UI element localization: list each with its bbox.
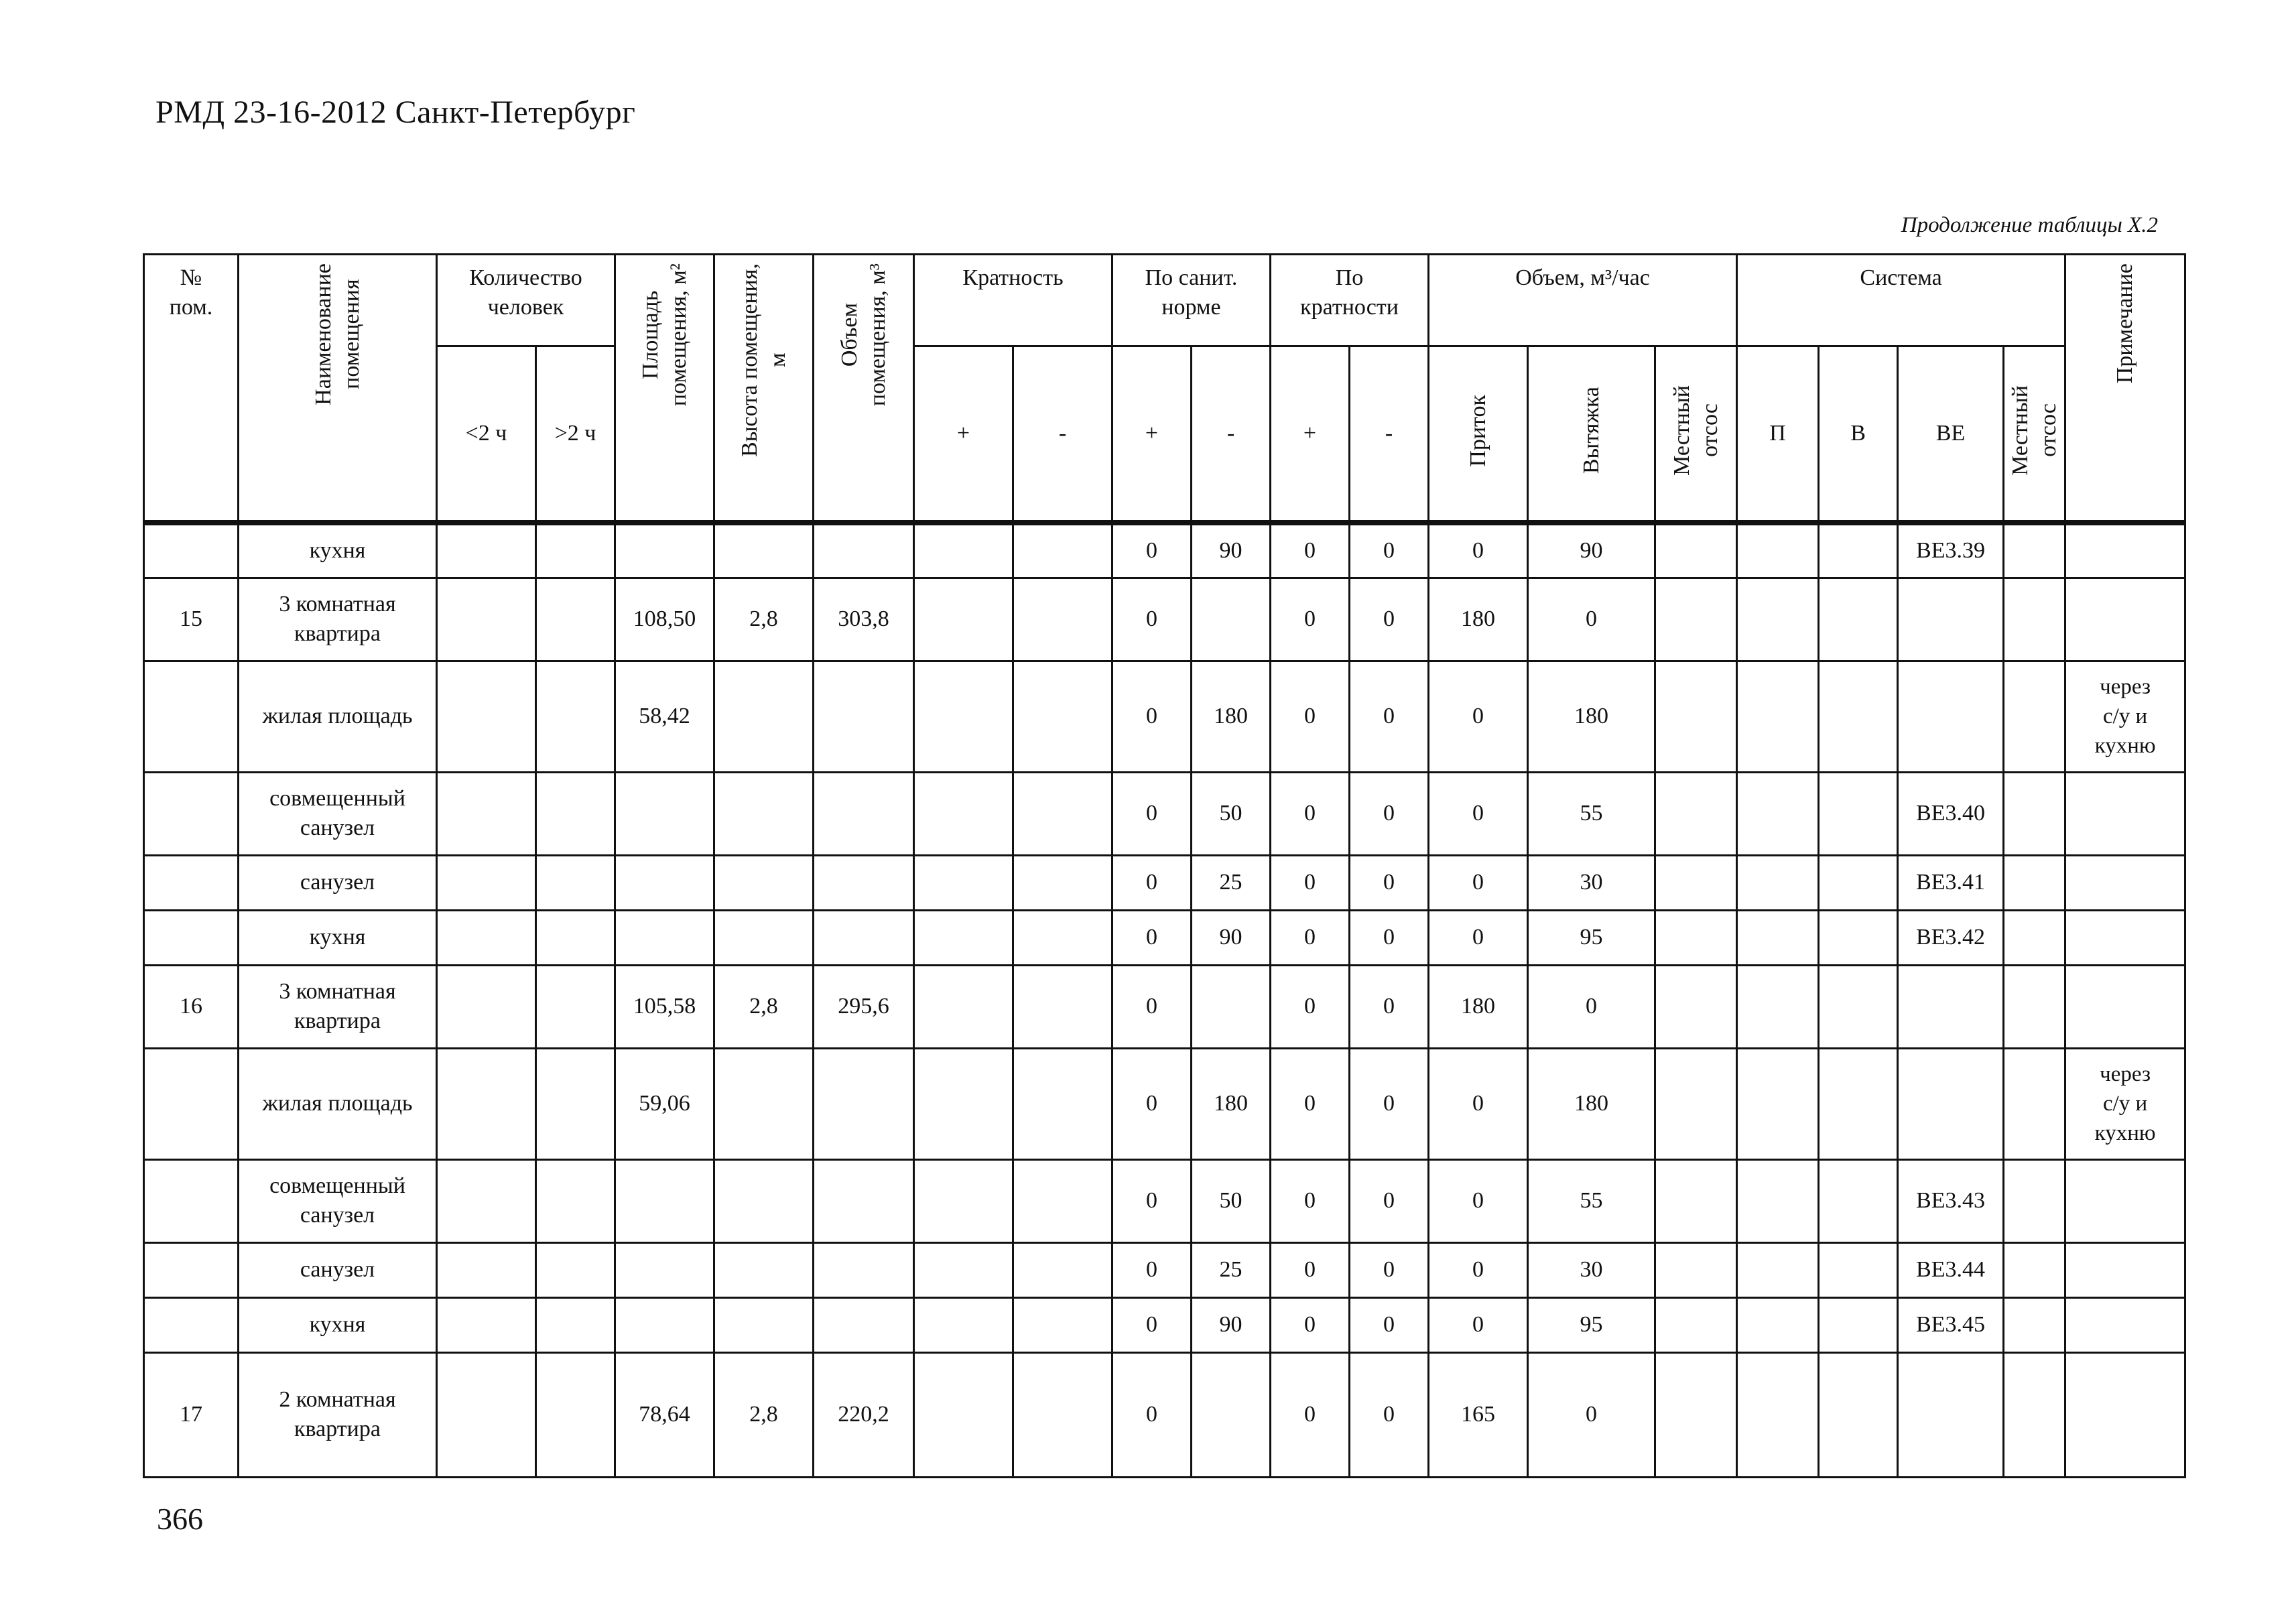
cell-kr_m: [1013, 1048, 1112, 1159]
cell-p: [1737, 661, 1819, 772]
cell-vyt: 180: [1528, 661, 1655, 772]
cell-gt2: [536, 578, 615, 661]
cell-lt2: [437, 772, 536, 855]
cell-height: [714, 523, 814, 578]
cell-kp: 0: [1271, 523, 1350, 578]
col-header-vytyazhka: Вытяжка: [1528, 346, 1655, 523]
cell-v: [1819, 1297, 1898, 1352]
cell-kp: 0: [1271, 1352, 1350, 1477]
cell-pritok: 0: [1429, 910, 1528, 965]
cell-pritok: 0: [1429, 523, 1528, 578]
cell-vyt: 0: [1528, 965, 1655, 1048]
cell-kr_m: [1013, 965, 1112, 1048]
cell-volume: [814, 1297, 914, 1352]
cell-mest2: [2004, 965, 2065, 1048]
cell-sm: 90: [1192, 523, 1271, 578]
cell-num: [144, 1159, 239, 1242]
cell-name: санузел: [239, 1242, 437, 1297]
cell-vyt: 30: [1528, 855, 1655, 910]
cell-sp: 0: [1112, 1242, 1192, 1297]
cell-km: 0: [1350, 1242, 1429, 1297]
cell-sm: [1192, 965, 1271, 1048]
cell-volume: [814, 910, 914, 965]
cell-volume: 295,6: [814, 965, 914, 1048]
cell-kp: 0: [1271, 1159, 1350, 1242]
cell-p: [1737, 910, 1819, 965]
cell-vyt: 0: [1528, 578, 1655, 661]
cell-height: 2,8: [714, 1352, 814, 1477]
cell-vyt: 90: [1528, 523, 1655, 578]
cell-mest2: [2004, 1159, 2065, 1242]
cell-ve: ВЕ3.40: [1898, 772, 2004, 855]
cell-kp: 0: [1271, 661, 1350, 772]
ventilation-table: [143, 253, 2186, 1478]
cell-vyt: 95: [1528, 910, 1655, 965]
cell-kr_p: [914, 1048, 1013, 1159]
cell-lt2: [437, 1352, 536, 1477]
cell-kr_m: [1013, 1297, 1112, 1352]
col-header-lt2: <2 ч: [437, 346, 536, 523]
col-header-mestny2: Местный отсос: [2004, 346, 2065, 523]
cell-gt2: [536, 1159, 615, 1242]
cell-v: [1819, 1159, 1898, 1242]
cell-pritok: 0: [1429, 661, 1528, 772]
cell-height: [714, 661, 814, 772]
cell-sp: 0: [1112, 1352, 1192, 1477]
cell-kr_p: [914, 772, 1013, 855]
cell-ve: ВЕ3.43: [1898, 1159, 2004, 1242]
cell-note: [2065, 1297, 2185, 1352]
cell-ve: [1898, 661, 2004, 772]
cell-gt2: [536, 772, 615, 855]
cell-gt2: [536, 1352, 615, 1477]
cell-km: 0: [1350, 1352, 1429, 1477]
cell-p: [1737, 523, 1819, 578]
cell-ve: [1898, 1048, 2004, 1159]
cell-num: [144, 523, 239, 578]
cell-pritok: 180: [1429, 578, 1528, 661]
cell-area: 58,42: [615, 661, 714, 772]
cell-num: 16: [144, 965, 239, 1048]
cell-gt2: [536, 910, 615, 965]
col-header-p: П: [1737, 346, 1819, 523]
cell-sp: 0: [1112, 578, 1192, 661]
cell-kr_m: [1013, 578, 1112, 661]
cell-sp: 0: [1112, 965, 1192, 1048]
cell-sm: 180: [1192, 1048, 1271, 1159]
cell-volume: [814, 855, 914, 910]
cell-mest2: [2004, 910, 2065, 965]
cell-mest: [1655, 661, 1737, 772]
cell-p: [1737, 1352, 1819, 1477]
cell-vyt: 30: [1528, 1242, 1655, 1297]
cell-v: [1819, 523, 1898, 578]
col-header-v: В: [1819, 346, 1898, 523]
cell-sp: 0: [1112, 661, 1192, 772]
cell-lt2: [437, 578, 536, 661]
cell-name: кухня: [239, 1297, 437, 1352]
cell-name: жилая площадь: [239, 1048, 437, 1159]
cell-kr_m: [1013, 1352, 1112, 1477]
cell-kp: 0: [1271, 965, 1350, 1048]
cell-volume: [814, 661, 914, 772]
cell-km: 0: [1350, 1048, 1429, 1159]
cell-name: санузел: [239, 855, 437, 910]
cell-lt2: [437, 1297, 536, 1352]
cell-km: 0: [1350, 772, 1429, 855]
cell-v: [1819, 855, 1898, 910]
cell-lt2: [437, 661, 536, 772]
cell-note: [2065, 1159, 2185, 1242]
cell-name: 3 комнатная квартира: [239, 965, 437, 1048]
cell-num: [144, 1048, 239, 1159]
cell-gt2: [536, 965, 615, 1048]
cell-sm: [1192, 578, 1271, 661]
cell-mest: [1655, 965, 1737, 1048]
cell-km: 0: [1350, 523, 1429, 578]
cell-kr_m: [1013, 772, 1112, 855]
cell-kr_p: [914, 578, 1013, 661]
cell-sm: 25: [1192, 855, 1271, 910]
cell-ve: ВЕ3.44: [1898, 1242, 2004, 1297]
cell-vyt: 55: [1528, 772, 1655, 855]
cell-note: [2065, 965, 2185, 1048]
cell-km: 0: [1350, 661, 1429, 772]
cell-name: 2 комнатная квартира: [239, 1352, 437, 1477]
cell-height: [714, 910, 814, 965]
cell-lt2: [437, 910, 536, 965]
table-row: [144, 910, 2185, 965]
cell-name: кухня: [239, 523, 437, 578]
col-header-krat-minus: -: [1013, 346, 1112, 523]
cell-p: [1737, 1159, 1819, 1242]
cell-kr_p: [914, 1352, 1013, 1477]
cell-p: [1737, 855, 1819, 910]
cell-mest: [1655, 772, 1737, 855]
cell-lt2: [437, 1159, 536, 1242]
cell-p: [1737, 1048, 1819, 1159]
cell-sp: 0: [1112, 910, 1192, 965]
cell-note: [2065, 1352, 2185, 1477]
cell-gt2: [536, 1297, 615, 1352]
col-header-sanit-minus: -: [1192, 346, 1271, 523]
cell-vyt: 95: [1528, 1297, 1655, 1352]
col-header-pritok: Приток: [1429, 346, 1528, 523]
cell-pritok: 0: [1429, 1242, 1528, 1297]
cell-kr_p: [914, 661, 1013, 772]
col-header-people: Количество человек: [437, 255, 615, 346]
col-header-kratnost: Кратность: [914, 255, 1112, 346]
cell-v: [1819, 661, 1898, 772]
cell-km: 0: [1350, 1297, 1429, 1352]
cell-name: 3 комнатная квартира: [239, 578, 437, 661]
cell-name: совмещенный санузел: [239, 772, 437, 855]
cell-mest2: [2004, 1242, 2065, 1297]
document-title: РМД 23-16-2012 Санкт-Петербург: [155, 94, 636, 130]
cell-area: 108,50: [615, 578, 714, 661]
cell-volume: [814, 772, 914, 855]
cell-kr_m: [1013, 855, 1112, 910]
cell-sm: 25: [1192, 1242, 1271, 1297]
cell-kr_m: [1013, 661, 1112, 772]
cell-pritok: 165: [1429, 1352, 1528, 1477]
cell-mest: [1655, 523, 1737, 578]
cell-kr_p: [914, 965, 1013, 1048]
cell-volume: [814, 1242, 914, 1297]
cell-kr_p: [914, 523, 1013, 578]
cell-sp: 0: [1112, 1048, 1192, 1159]
cell-vyt: 0: [1528, 1352, 1655, 1477]
cell-num: [144, 1242, 239, 1297]
cell-num: 15: [144, 578, 239, 661]
cell-kr_m: [1013, 910, 1112, 965]
table-row: [144, 772, 2185, 855]
cell-sp: 0: [1112, 772, 1192, 855]
col-header-gt2: >2 ч: [536, 346, 615, 523]
cell-lt2: [437, 855, 536, 910]
cell-name: совмещенный санузел: [239, 1159, 437, 1242]
table-row: [144, 1297, 2185, 1352]
cell-mest2: [2004, 1352, 2065, 1477]
cell-ve: ВЕ3.41: [1898, 855, 2004, 910]
cell-num: [144, 910, 239, 965]
col-header-obem: Объем, м³/час: [1429, 255, 1737, 346]
cell-ve: ВЕ3.42: [1898, 910, 2004, 965]
col-header-krat-plus: +: [914, 346, 1013, 523]
cell-v: [1819, 578, 1898, 661]
cell-height: 2,8: [714, 965, 814, 1048]
cell-kr_m: [1013, 1242, 1112, 1297]
cell-sp: 0: [1112, 523, 1192, 578]
cell-km: 0: [1350, 578, 1429, 661]
cell-v: [1819, 965, 1898, 1048]
cell-area: [615, 910, 714, 965]
cell-sm: 90: [1192, 910, 1271, 965]
cell-gt2: [536, 1242, 615, 1297]
col-header-sanit-plus: +: [1112, 346, 1192, 523]
cell-mest2: [2004, 523, 2065, 578]
cell-kr_p: [914, 1242, 1013, 1297]
cell-mest: [1655, 910, 1737, 965]
col-header-sistema: Система: [1737, 255, 2065, 346]
cell-pritok: 0: [1429, 772, 1528, 855]
cell-v: [1819, 772, 1898, 855]
cell-num: [144, 661, 239, 772]
cell-area: [615, 1242, 714, 1297]
cell-height: [714, 1297, 814, 1352]
cell-v: [1819, 1352, 1898, 1477]
cell-kr_p: [914, 855, 1013, 910]
cell-num: 17: [144, 1352, 239, 1477]
cell-kp: 0: [1271, 1297, 1350, 1352]
cell-height: [714, 772, 814, 855]
cell-pritok: 180: [1429, 965, 1528, 1048]
cell-pritok: 0: [1429, 1048, 1528, 1159]
table-row: [144, 855, 2185, 910]
cell-volume: [814, 523, 914, 578]
cell-sm: 90: [1192, 1297, 1271, 1352]
col-header-ve: ВЕ: [1898, 346, 2004, 523]
cell-kr_m: [1013, 1159, 1112, 1242]
cell-lt2: [437, 1242, 536, 1297]
table-caption: Продолжение таблицы Х.2: [1901, 213, 2158, 237]
cell-sp: 0: [1112, 1297, 1192, 1352]
cell-note: [2065, 1242, 2185, 1297]
col-header-po-kratnosti: По кратности: [1271, 255, 1429, 346]
page-number: 366: [157, 1502, 203, 1536]
cell-mest2: [2004, 1048, 2065, 1159]
cell-name: жилая площадь: [239, 661, 437, 772]
cell-p: [1737, 772, 1819, 855]
cell-mest: [1655, 1159, 1737, 1242]
cell-kp: 0: [1271, 910, 1350, 965]
cell-ve: ВЕ3.39: [1898, 523, 2004, 578]
cell-lt2: [437, 965, 536, 1048]
cell-km: 0: [1350, 1159, 1429, 1242]
cell-sm: 180: [1192, 661, 1271, 772]
cell-area: [615, 523, 714, 578]
table-row: [144, 1048, 2185, 1159]
table-body: [144, 523, 2185, 1477]
cell-lt2: [437, 1048, 536, 1159]
cell-volume: 303,8: [814, 578, 914, 661]
cell-area: [615, 1159, 714, 1242]
cell-v: [1819, 1048, 1898, 1159]
cell-sp: 0: [1112, 1159, 1192, 1242]
cell-kp: 0: [1271, 1048, 1350, 1159]
cell-note: [2065, 855, 2185, 910]
cell-km: 0: [1350, 965, 1429, 1048]
cell-kr_p: [914, 1159, 1013, 1242]
cell-mest2: [2004, 772, 2065, 855]
cell-height: [714, 855, 814, 910]
cell-v: [1819, 910, 1898, 965]
cell-kr_m: [1013, 523, 1112, 578]
cell-kr_p: [914, 910, 1013, 965]
cell-p: [1737, 1297, 1819, 1352]
cell-height: [714, 1048, 814, 1159]
cell-mest2: [2004, 661, 2065, 772]
cell-kp: 0: [1271, 772, 1350, 855]
cell-sm: 50: [1192, 1159, 1271, 1242]
cell-note: [2065, 578, 2185, 661]
cell-mest: [1655, 1297, 1737, 1352]
col-header-mestny: Местный отсос: [1655, 346, 1737, 523]
cell-sp: 0: [1112, 855, 1192, 910]
col-header-note: Примечание: [2065, 255, 2185, 523]
cell-v: [1819, 1242, 1898, 1297]
table-row: [144, 523, 2185, 578]
cell-note: через с/у и кухню: [2065, 1048, 2185, 1159]
cell-ve: [1898, 578, 2004, 661]
cell-pritok: 0: [1429, 855, 1528, 910]
cell-volume: [814, 1048, 914, 1159]
cell-lt2: [437, 523, 536, 578]
cell-gt2: [536, 523, 615, 578]
cell-area: [615, 772, 714, 855]
cell-name: кухня: [239, 910, 437, 965]
cell-ve: [1898, 965, 2004, 1048]
cell-ve: [1898, 1352, 2004, 1477]
cell-volume: [814, 1159, 914, 1242]
cell-sm: 50: [1192, 772, 1271, 855]
table-row: [144, 1352, 2185, 1477]
cell-gt2: [536, 1048, 615, 1159]
cell-mest: [1655, 1352, 1737, 1477]
col-header-sanit: По санит. норме: [1112, 255, 1271, 346]
cell-kp: 0: [1271, 855, 1350, 910]
col-header-pokrat-minus: -: [1350, 346, 1429, 523]
cell-mest: [1655, 1048, 1737, 1159]
table-row: [144, 661, 2185, 772]
cell-km: 0: [1350, 910, 1429, 965]
cell-km: 0: [1350, 855, 1429, 910]
cell-num: [144, 772, 239, 855]
cell-note: [2065, 910, 2185, 965]
cell-sm: [1192, 1352, 1271, 1477]
cell-kp: 0: [1271, 1242, 1350, 1297]
col-header-name: Наименование помещения: [239, 255, 437, 523]
cell-area: 78,64: [615, 1352, 714, 1477]
cell-mest2: [2004, 1297, 2065, 1352]
cell-p: [1737, 1242, 1819, 1297]
cell-gt2: [536, 661, 615, 772]
col-header-area: Площадь помещения, м²: [615, 255, 714, 523]
cell-height: [714, 1159, 814, 1242]
col-header-num: № пом.: [144, 255, 239, 523]
cell-area: 105,58: [615, 965, 714, 1048]
table-row: [144, 578, 2185, 661]
cell-mest: [1655, 855, 1737, 910]
cell-area: [615, 855, 714, 910]
cell-mest2: [2004, 855, 2065, 910]
cell-pritok: 0: [1429, 1159, 1528, 1242]
table-row: [144, 1159, 2185, 1242]
cell-mest2: [2004, 578, 2065, 661]
col-header-volume: Объем помещения, м³: [814, 255, 914, 523]
cell-area: [615, 1297, 714, 1352]
cell-num: [144, 1297, 239, 1352]
table-row: [144, 1242, 2185, 1297]
cell-volume: 220,2: [814, 1352, 914, 1477]
cell-height: 2,8: [714, 578, 814, 661]
cell-num: [144, 855, 239, 910]
col-header-height: Высота помещения, м: [714, 255, 814, 523]
cell-height: [714, 1242, 814, 1297]
cell-note: [2065, 523, 2185, 578]
cell-kp: 0: [1271, 578, 1350, 661]
col-header-pokrat-plus: +: [1271, 346, 1350, 523]
cell-vyt: 55: [1528, 1159, 1655, 1242]
cell-mest: [1655, 578, 1737, 661]
cell-mest: [1655, 1242, 1737, 1297]
cell-p: [1737, 578, 1819, 661]
cell-note: через с/у и кухню: [2065, 661, 2185, 772]
cell-note: [2065, 772, 2185, 855]
cell-ve: ВЕ3.45: [1898, 1297, 2004, 1352]
table-row: [144, 965, 2185, 1048]
cell-vyt: 180: [1528, 1048, 1655, 1159]
cell-p: [1737, 965, 1819, 1048]
cell-pritok: 0: [1429, 1297, 1528, 1352]
cell-kr_p: [914, 1297, 1013, 1352]
cell-area: 59,06: [615, 1048, 714, 1159]
cell-gt2: [536, 855, 615, 910]
